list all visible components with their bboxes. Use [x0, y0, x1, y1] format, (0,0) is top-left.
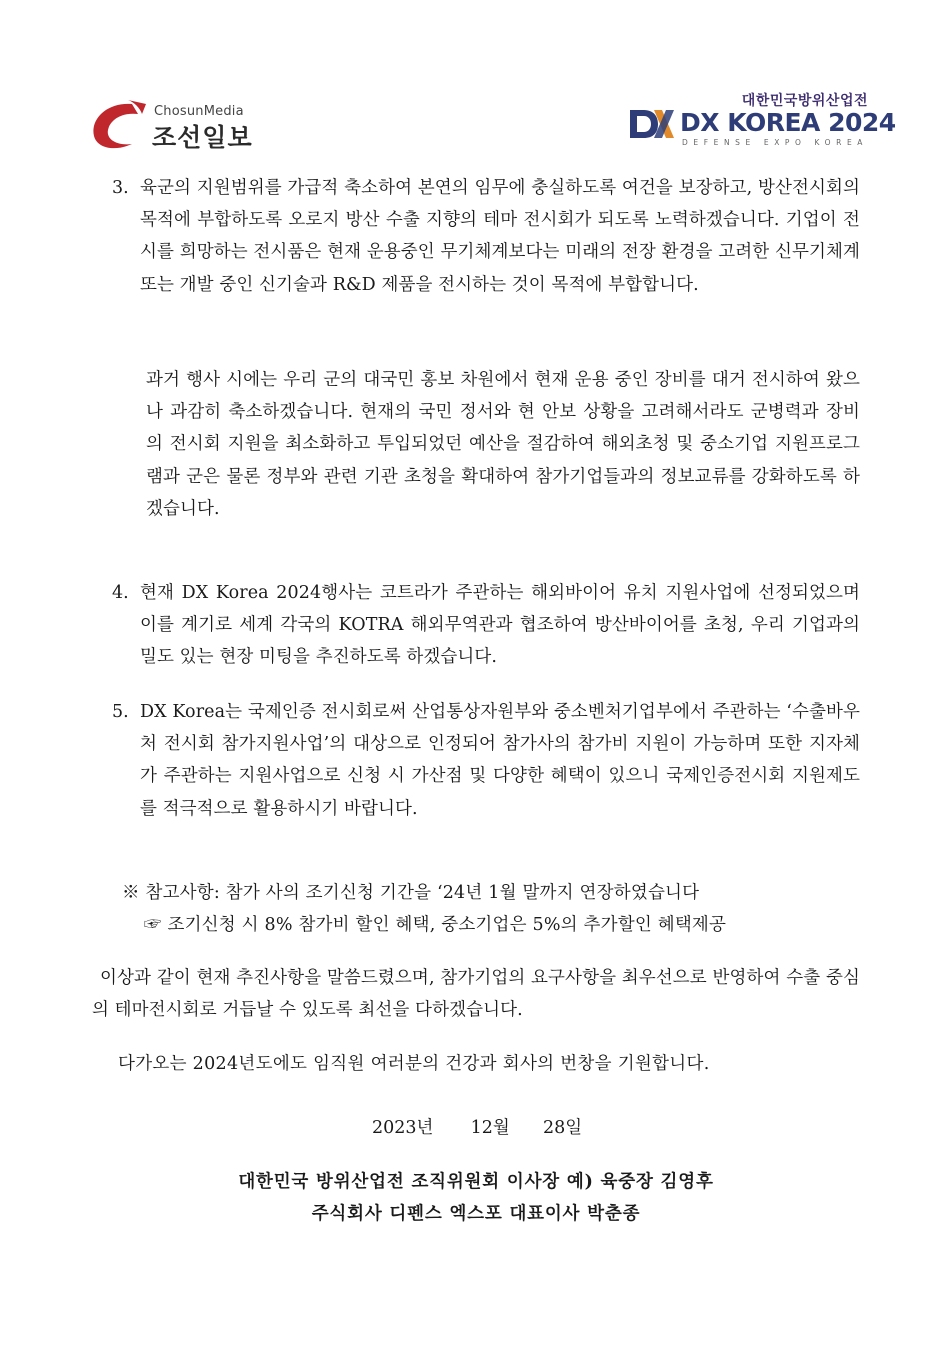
brand-korean: 조선일보: [152, 123, 253, 152]
brand-english: ChosunMedia: [154, 104, 244, 119]
date-day: 28일: [542, 1118, 583, 1138]
dx-korea-subtitle: DEFENSE EXPO KOREA: [682, 138, 869, 147]
section-3-text: 육군의 지원범위를 가급적 축소하여 본연의 임무에 충실하도록 여건을 보장하고, 방산전시회의 목적에 부합하도록 오로지 방산 수출 지향의 테마 전시회가 되도록 노력하겠습니다. 기업이 전시를 희망하는 전시품은 현재 운용중인 무기체계보다는 미래의 전장 환경을 고려한 신무기체계 또는 개발 중인 신기술과 R&D 제품을 전시하는 것이 목적에 부합합니다.: [140, 178, 860, 295]
chosun-media-logo: [88, 96, 288, 156]
date-year: 2023년: [372, 1118, 434, 1138]
section-3-continuation: 과거 행사 시에는 우리 군의 대국민 홍보 차원에서 현재 운용 중인 장비를 대거 전시하여 왔으나 과감히 축소하겠습니다. 현재의 국민 정서와 현 안보 상황을 고려해서라도 군병력과 장비의 전시회 지원을 최소화하고 투입되었던 예산을 절감하여 해외초청 및 중소기업 지원프로그램과 군은 물론 정부와 관련 기관 초청을 확대하여 참가기업들과의 정보교류를 강화하도록 하겠습니다.: [146, 370, 860, 519]
section-5-number: 5.: [112, 702, 129, 722]
closing-wish: 다가오는 2024년도에도 임직원 여러분의 건강과 회사의 번창을 기원합니다.: [118, 1054, 710, 1074]
chosun-swoosh-icon: [88, 98, 150, 152]
dx-korea-title-korean: 대한민국방위산업전: [741, 93, 868, 109]
dx-mark-icon: [628, 108, 676, 140]
signature-line-2: 주식회사 디펜스 엑스포 대표이사 박춘종: [311, 1204, 641, 1224]
section-5-text: DX Korea는 국제인증 전시회로써 산업통상자원부와 중소벤처기업부에서 주관하는 ‘수출바우처 전시회 참가지원사업’의 대상으로 인정되어 참가사의 참가비 지원이 가능하며 또한 지자체가 주관하는 지원사업으로 신청 시 가산점 및 다양한 혜택이 있으니 국제인증전시회 지원제도를 적극적으로 활용하시기 바랍니다.: [140, 702, 860, 819]
note-discount: ☞ 조기신청 시 8% 참가비 할인 혜택, 중소기업은 5%의 추가할인 혜택제공: [144, 915, 727, 935]
note-early-registration: ※ 참고사항: 참가 사의 조기신청 기간을 ‘24년 1월 말까지 연장하였습니다: [122, 883, 700, 903]
section-4-text: 현재 DX Korea 2024행사는 코트라가 주관하는 해외바이어 유치 지원사업에 선정되었으며 이를 계기로 세계 각국의 KOTRA 해외무역관과 협조하여 방산바이어를 초청, 우리 기업과의 밀도 있는 현장 미팅을 추진하도록 하겠습니다.: [140, 583, 860, 668]
signature-line-1: 대한민국 방위산업전 조직위원회 이사장 예) 육중장 김영후: [238, 1172, 714, 1192]
section-4-number: 4.: [112, 583, 129, 603]
dx-korea-logo: [628, 90, 896, 154]
date-month: 12월: [470, 1118, 510, 1138]
dx-korea-title: DX KOREA 2024: [680, 108, 896, 137]
document-date: [372, 1114, 582, 1139]
closing-paragraph: 이상과 같이 현재 추진사항을 말씀드렸으며, 참가기업의 요구사항을 최우선으로 반영하여 수출 중심의 테마전시회로 거듭날 수 있도록 최선을 다하겠습니다.: [92, 968, 860, 1021]
section-3-number: 3.: [112, 178, 129, 198]
